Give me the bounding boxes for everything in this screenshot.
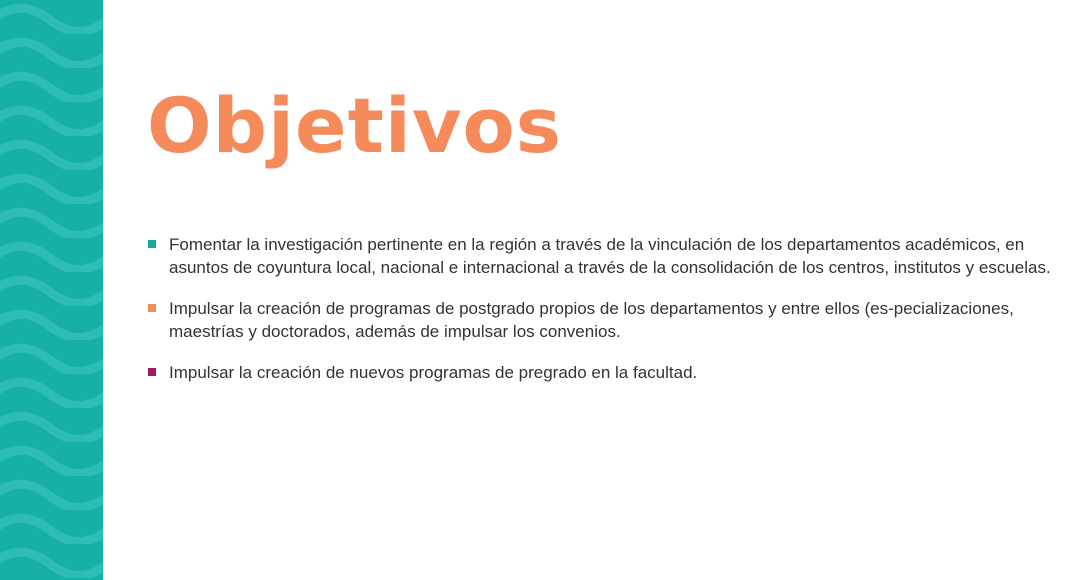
list-item-text: Fomentar la investigación pertinente en la región a través de la vinculación de los departamentos académicos, en asuntos de coyuntura local, nacional e internacional a través de la consolidación de los centros, institutos y escuelas. [169,235,1051,277]
list-item-text: Impulsar la creación de nuevos programas de pregrado en la facultad. [169,363,698,382]
decorative-wave-band [0,0,103,580]
square-bullet-icon [148,304,156,312]
list-item [147,298,1052,343]
page-title: Objetivos [147,81,562,170]
square-bullet-icon [148,240,156,248]
wave-pattern [0,0,103,580]
list-item [147,362,1052,385]
list-item [147,234,1052,279]
list-item-text: Impulsar la creación de programas de postgrado propios de los departamentos y entre ellos (es-pecializaciones, maestrías y doctorados, además de impulsar los convenios. [169,299,1014,341]
objectives-list [147,234,1052,404]
square-bullet-icon [148,368,156,376]
